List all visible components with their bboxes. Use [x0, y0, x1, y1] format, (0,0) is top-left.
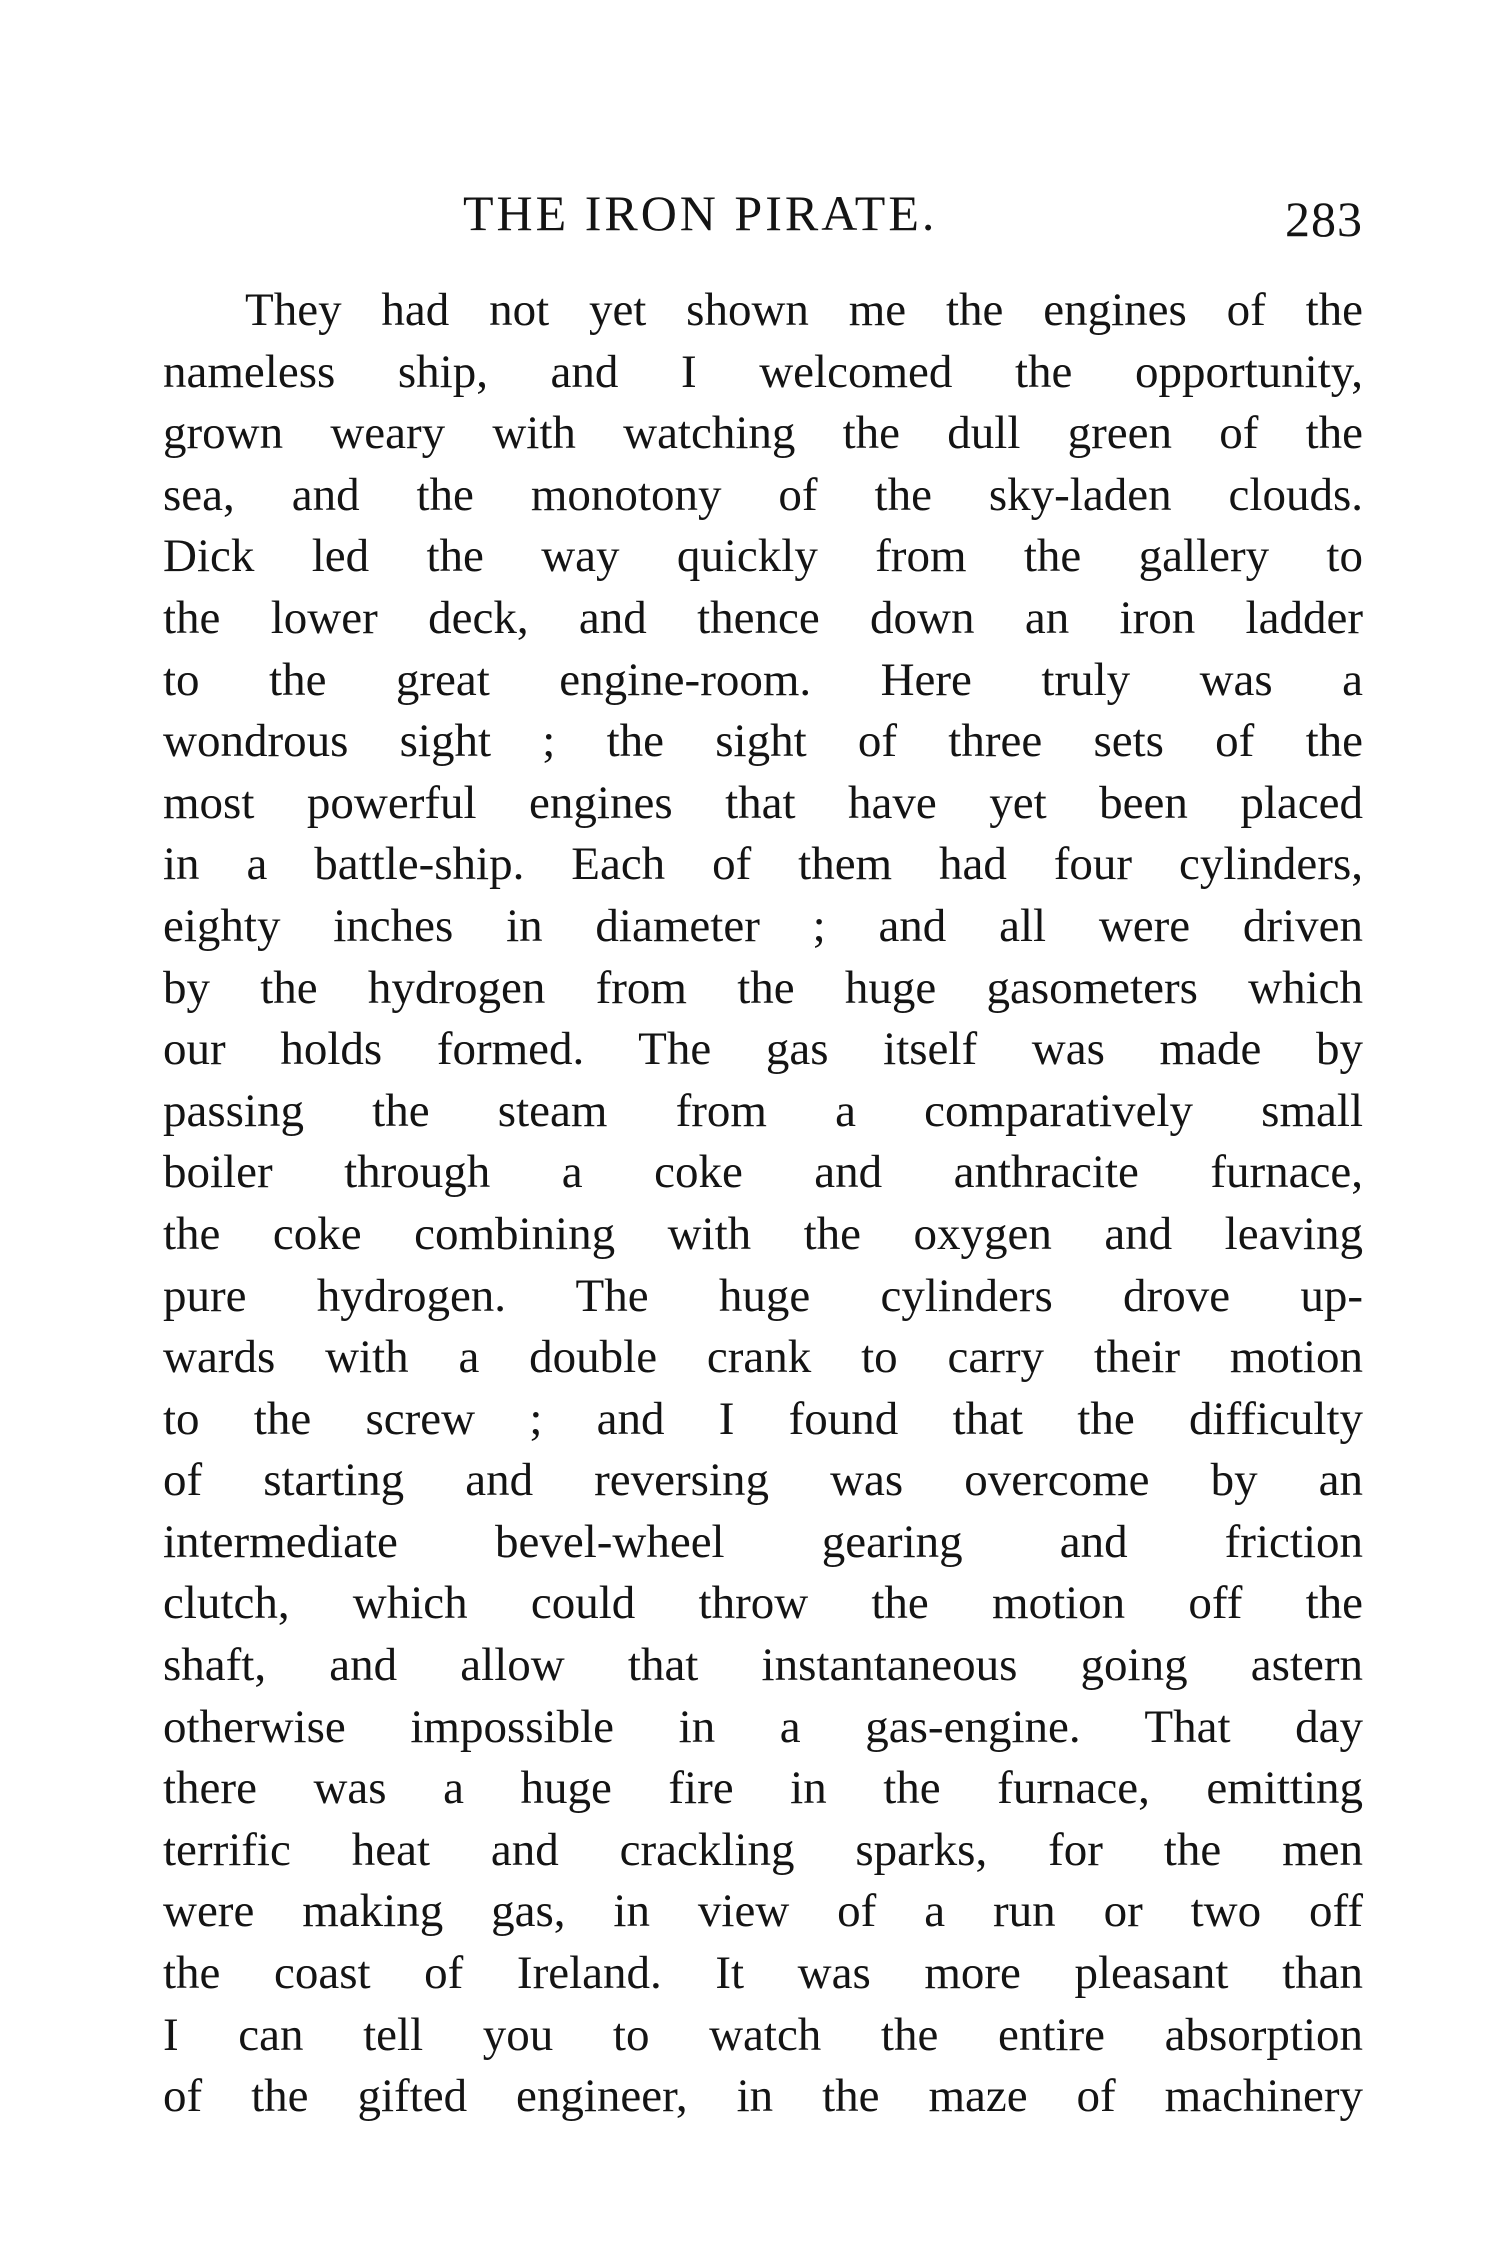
text-line: in a battle-ship. Each of them had four cylinders, [163, 838, 1363, 891]
text-line: wards with a double crank to carry their motion [163, 1331, 1363, 1384]
text-line: were making gas, in view of a run or two off [163, 1885, 1363, 1938]
text-line: the coke combining with the oxygen and leaving [163, 1207, 1363, 1260]
text-line: of the gifted engineer, in the maze of machinery [163, 2070, 1363, 2123]
page-number: 283 [1285, 191, 1363, 247]
text-line: intermediate bevel-wheel gearing and friction [163, 1515, 1363, 1568]
text-line: eighty inches in diameter ; and all were driven [163, 899, 1363, 952]
text-line: there was a huge fire in the furnace, emitting [163, 1762, 1363, 1815]
text-line: by the hydrogen from the huge gasometers which [163, 961, 1363, 1014]
text-line: of starting and reversing was overcome by an [163, 1454, 1363, 1507]
text-line: sea, and the monotony of the sky-laden clouds. [163, 468, 1363, 521]
body-text [163, 280, 1363, 2128]
text-line: passing the steam from a comparatively small [163, 1084, 1363, 1137]
text-line: to the great engine-room. Here truly was a [163, 653, 1363, 706]
text-line: clutch, which could throw the motion off the [163, 1577, 1363, 1630]
text-line: our holds formed. The gas itself was made by [163, 1023, 1363, 1076]
text-line: grown weary with watching the dull green of the [163, 407, 1363, 460]
page-header [163, 178, 1363, 248]
text-line: I can tell you to watch the entire absorption [163, 2008, 1363, 2061]
text-line: otherwise impossible in a gas-engine. That day [163, 1700, 1363, 1753]
text-line: boiler through a coke and anthracite furnace, [163, 1146, 1363, 1199]
text-line: the lower deck, and thence down an iron ladder [163, 591, 1363, 644]
text-line: They had not yet shown me the engines of the [245, 284, 1363, 336]
text-line: nameless ship, and I welcomed the opportunity, [163, 345, 1363, 398]
text-line: to the screw ; and I found that the difficulty [163, 1392, 1363, 1445]
text-line: shaft, and allow that instantaneous going astern [163, 1639, 1363, 1692]
text-line: the coast of Ireland. It was more pleasant than [163, 1947, 1363, 2000]
text-line: wondrous sight ; the sight of three sets of the [163, 715, 1363, 768]
running-title: THE IRON PIRATE. [463, 185, 938, 241]
text-line: Dick led the way quickly from the gallery to [163, 530, 1363, 583]
text-line: most powerful engines that have yet been placed [163, 776, 1363, 829]
text-line: pure hydrogen. The huge cylinders drove up- [163, 1269, 1363, 1322]
text-line: terrific heat and crackling sparks, for the men [163, 1823, 1363, 1876]
